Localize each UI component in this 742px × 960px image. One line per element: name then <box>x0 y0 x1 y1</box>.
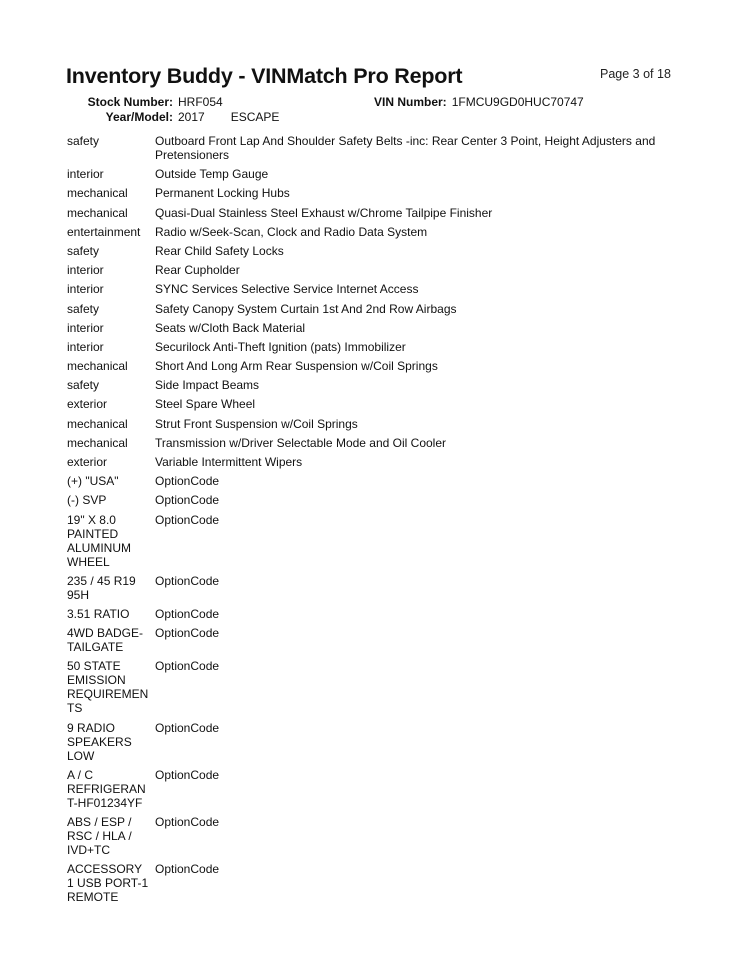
stock-number-label: Stock Number: <box>87 95 173 109</box>
item-category: safety <box>67 301 100 316</box>
list-item <box>67 455 677 469</box>
list-item <box>67 225 677 239</box>
item-category: 3.51 RATIO <box>67 606 130 621</box>
item-category: safety <box>67 378 100 393</box>
page-number: Page 3 of 18 <box>600 67 671 81</box>
item-description: Transmission w/Driver Selectable Mode and Oil Cooler <box>155 435 446 450</box>
list-item <box>67 607 677 621</box>
item-description: Securilock Anti-Theft Ignition (pats) Immobilizer <box>155 339 406 354</box>
item-category: (+) "USA" <box>67 474 119 489</box>
item-category: safety <box>67 134 100 148</box>
item-description: Rear Cupholder <box>155 263 240 278</box>
item-category: 19" X 8.0 PAINTED ALUMINUM WHEEL <box>67 512 132 569</box>
item-category: safety <box>67 243 100 258</box>
list-item <box>67 186 677 200</box>
list-item <box>67 815 677 857</box>
list-item <box>67 282 677 296</box>
item-description: Outboard Front Lap And Shoulder Safety Belts -inc: Rear Center 3 Point, Height Adjusters and Pretensioners <box>155 134 656 162</box>
stock-number <box>66 95 223 109</box>
item-category: A / C REFRIGERAN T-HF01234YF <box>67 767 146 810</box>
list-item <box>67 340 677 354</box>
item-description: OptionCode <box>155 493 220 508</box>
list-item <box>67 417 677 431</box>
vin-number-value: 1FMCU9GD0HUC70747 <box>451 95 584 109</box>
list-item <box>67 626 677 654</box>
item-description: OptionCode <box>155 474 220 489</box>
item-description: OptionCode <box>155 512 220 527</box>
vin-number <box>374 95 584 109</box>
list-item <box>67 302 677 316</box>
vin-number-label: VIN Number: <box>374 95 447 109</box>
list-item <box>67 574 677 602</box>
year-value: 2017 <box>178 110 205 124</box>
list-item <box>67 167 677 181</box>
year-model <box>66 110 279 124</box>
list-item <box>67 862 677 904</box>
item-category: 4WD BADGE- TAILGATE <box>67 626 144 655</box>
stock-number-value: HRF054 <box>178 95 223 109</box>
list-item <box>67 378 677 392</box>
item-category: interior <box>67 339 104 354</box>
item-description: OptionCode <box>155 720 220 735</box>
list-item <box>67 134 677 162</box>
item-category: exterior <box>67 455 108 469</box>
item-category: ABS / ESP / RSC / HLA / IVD+TC <box>67 814 132 857</box>
list-item <box>67 474 677 488</box>
item-description: Outside Temp Gauge <box>155 167 269 182</box>
report-title: Inventory Buddy - VINMatch Pro Report <box>66 64 463 88</box>
list-item <box>67 397 677 411</box>
item-category: interior <box>67 167 104 182</box>
list-item <box>67 768 677 810</box>
year-model-label: Year/Model: <box>105 110 173 124</box>
item-category: 50 STATE EMISSION REQUIREMEN TS <box>67 659 149 716</box>
item-category: 9 RADIO SPEAKERS LOW <box>67 720 132 763</box>
item-description: Variable Intermittent Wipers <box>155 455 303 469</box>
list-item <box>67 321 677 335</box>
item-category: exterior <box>67 397 108 412</box>
item-description: Short And Long Arm Rear Suspension w/Coil Springs <box>155 359 438 374</box>
item-category: mechanical <box>67 359 128 374</box>
list-item <box>67 721 677 763</box>
item-description: OptionCode <box>155 626 220 641</box>
list-item <box>67 263 677 277</box>
item-category: (-) SVP <box>67 493 107 508</box>
item-description: OptionCode <box>155 767 220 782</box>
equipment-list <box>67 134 677 909</box>
item-description: OptionCode <box>155 573 220 588</box>
item-description: Radio w/Seek-Scan, Clock and Radio Data System <box>155 224 428 239</box>
list-item <box>67 359 677 373</box>
item-category: interior <box>67 282 104 297</box>
item-description: Seats w/Cloth Back Material <box>155 320 306 335</box>
item-description: Rear Child Safety Locks <box>155 243 284 258</box>
item-category: interior <box>67 320 104 335</box>
item-description: Permanent Locking Hubs <box>155 186 290 201</box>
item-category: mechanical <box>67 205 128 220</box>
item-description: OptionCode <box>155 814 220 829</box>
item-category: entertainment <box>67 224 141 239</box>
item-category: mechanical <box>67 186 128 201</box>
list-item <box>67 244 677 258</box>
list-item <box>67 659 677 715</box>
item-description: OptionCode <box>155 659 220 674</box>
item-description: Safety Canopy System Curtain 1st And 2nd Row Airbags <box>155 301 457 316</box>
item-category: mechanical <box>67 435 128 450</box>
list-item <box>67 206 677 220</box>
item-category: interior <box>67 263 104 278</box>
list-item <box>67 436 677 450</box>
item-description: SYNC Services Selective Service Internet Access <box>155 282 419 297</box>
item-category: mechanical <box>67 416 128 431</box>
model-value: ESCAPE <box>230 110 280 124</box>
item-category: 235 / 45 R19 95H <box>67 573 136 602</box>
item-description: OptionCode <box>155 862 220 877</box>
item-description: Steel Spare Wheel <box>155 397 256 412</box>
item-category: ACCESSORY 1 USB PORT-1 REMOTE <box>67 862 149 905</box>
item-description: Quasi-Dual Stainless Steel Exhaust w/Chrome Tailpipe Finisher <box>155 205 493 220</box>
item-description: OptionCode <box>155 606 220 621</box>
list-item <box>67 493 677 507</box>
item-description: Side Impact Beams <box>155 378 260 393</box>
item-description: Strut Front Suspension w/Coil Springs <box>155 416 358 431</box>
list-item <box>67 513 677 569</box>
